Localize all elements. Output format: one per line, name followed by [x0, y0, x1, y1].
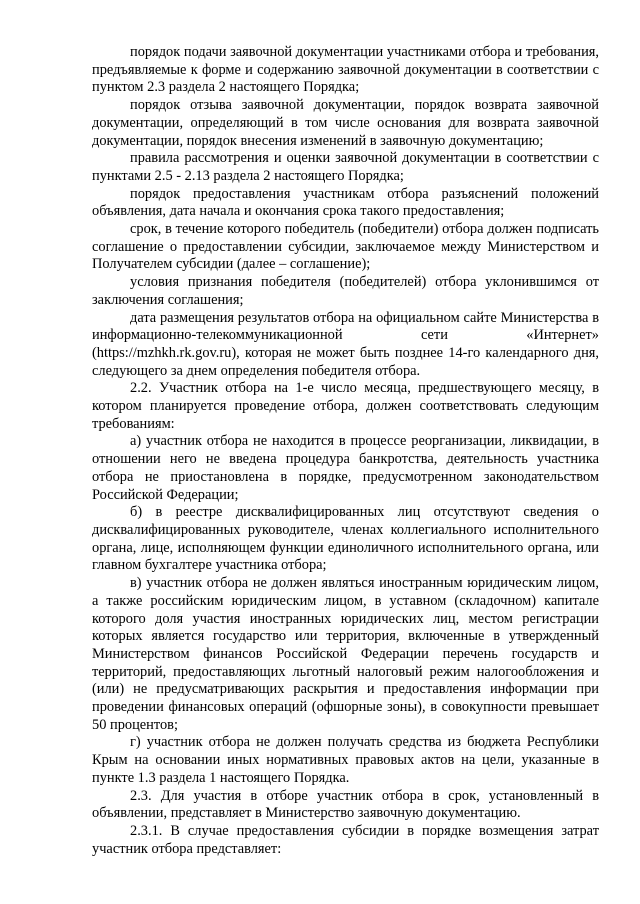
- paragraph-requirement-v: в) участник отбора не должен являться иностранным юридическим лицом, а также российским юридическим лицом, в уставном (складочном) капитале которого доля участия иностранных юридических лиц, местом регистрации которых является государство или территория, включенные в утвержденный Министерством финансов Российской Федерации перечень государств и территорий, предоставляющих льготный налоговый режим налогообложения и (или) не предусматривающих раскрытия и предоставления информации при проведении финансовых операций (офшорные зоны), в совокупности превышает 50 процентов;: [92, 575, 599, 733]
- paragraph-clarifications-order: порядок предоставления участникам отбора разъяснений положений объявления, дата начала и окончания срока такого предоставления;: [92, 185, 599, 220]
- paragraph-section-2-3: 2.3. Для участия в отборе участник отбора в срок, установленный в объявлении, представляет в Министерство заявочную документацию.: [92, 787, 599, 822]
- paragraph-application-submission-order: порядок подачи заявочной документации участниками отбора и требования, предъявляемые к форме и содержанию заявочной документации в соответствии с пунктом 2.3 раздела 2 настоящего Порядка;: [92, 44, 599, 96]
- paragraph-section-2-3-1: 2.3.1. В случае предоставления субсидии в порядке возмещения затрат участник отбора представляет:: [92, 822, 599, 857]
- paragraph-evasion-conditions: условия признания победителя (победителей) отбора уклонившимся от заключения соглашения;: [92, 274, 599, 308]
- paragraph-requirement-g: г) участник отбора не должен получать средства из бюджета Республики Крым на основании иных нормативных правовых актов на цели, указанные в пункте 1.3 раздела 1 настоящего Порядка.: [92, 734, 599, 786]
- paragraph-results-publication-date: дата размещения результатов отбора на официальном сайте Министерства в информационно-телекоммуникационной сети «Интернет» (https://mzhkh.rk.gov.ru), которая не может быть позднее 14-го календарного дня, следующего за днем определения победителя отбора.: [92, 309, 599, 379]
- paragraph-section-2-2: 2.2. Участник отбора на 1-е число месяца, предшествующего месяцу, в котором планируется проведение отбора, должен соответствовать следующим требованиям:: [92, 380, 599, 432]
- paragraph-application-withdrawal-order: порядок отзыва заявочной документации, порядок возврата заявочной документации, определяющий в том числе основания для возврата заявочной документации, порядок внесения изменений в заявочную документацию;: [92, 97, 599, 149]
- paragraph-review-rules: правила рассмотрения и оценки заявочной документации в соответствии с пунктами 2.5 - 2.13 раздела 2 настоящего Порядка;: [92, 150, 599, 184]
- paragraph-requirement-b: б) в реестре дисквалифицированных лиц отсутствуют сведения о дисквалифицированных руководителе, членах коллегиального исполнительного органа, лице, исполняющем функции единоличного исполнительного органа, или главном бухгалтере участника отбора;: [92, 504, 599, 574]
- paragraph-agreement-signing-term: срок, в течение которого победитель (победители) отбора должен подписать соглашение о предоставлении субсидии, заключаемое между Министерством и Получателем субсидии (далее – соглашение);: [92, 221, 599, 273]
- paragraph-requirement-a: а) участник отбора не находится в процессе реорганизации, ликвидации, в отношении него не введена процедура банкротства, деятельность участника отбора не приостановлена в порядке, предусмотренном законодательством Российской Федерации;: [92, 433, 599, 503]
- document-page: [92, 44, 599, 858]
